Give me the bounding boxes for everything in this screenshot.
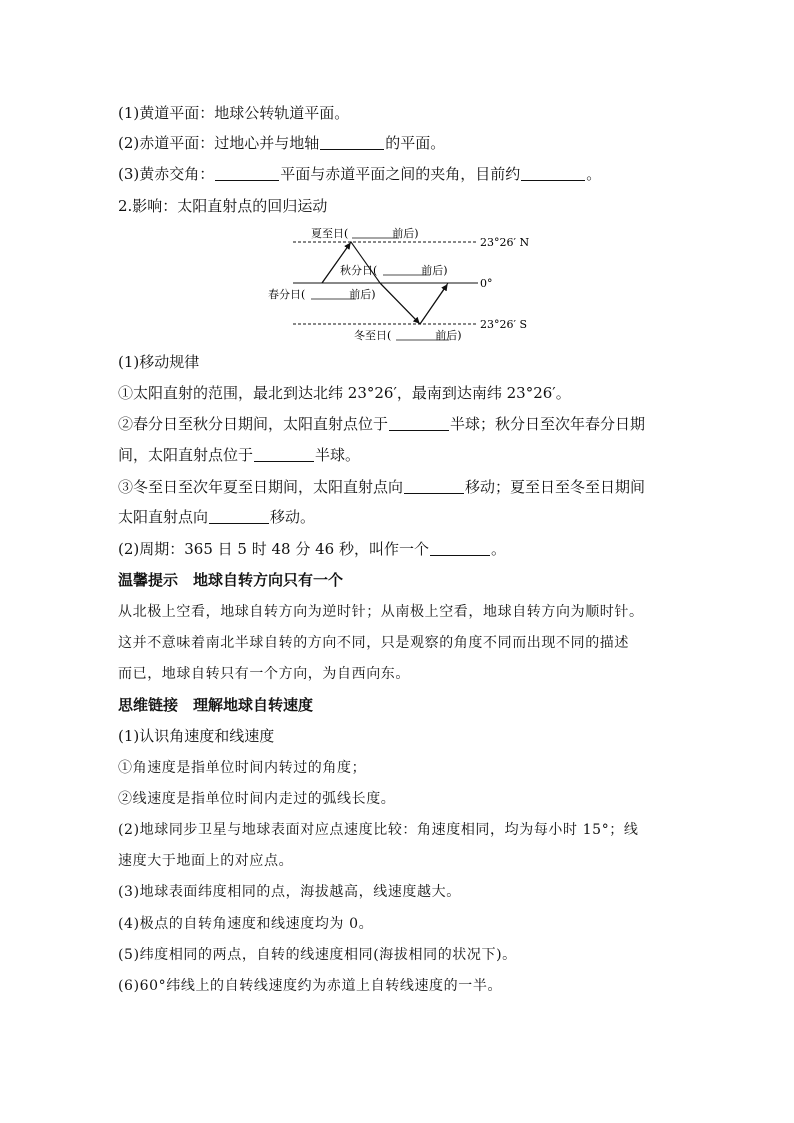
speed-item (118, 758, 366, 778)
direction-statement-1 (118, 477, 645, 497)
text: 的平面。 (385, 134, 446, 152)
text: 而已，地球自转只有一个方向，为自西向东。 (118, 666, 410, 682)
arrow-to-winter (380, 283, 419, 323)
text: (3)地球表面纬度相同的点，海拔越高，线速度越大。 (118, 884, 461, 900)
speed-item (118, 789, 395, 809)
arrow-to-spring (420, 285, 447, 324)
text: 从北极上空看，地球自转方向为逆时针；从南极上空看，地球自转方向为顺时针。 (118, 604, 644, 620)
fill-blank[interactable] (389, 415, 449, 431)
text: (2)赤道平面：过地心并与地轴 (118, 134, 320, 152)
text: 思维链接 理解地球自转速度 (118, 696, 314, 714)
text: 这并不意味着南北半球自转的方向不同，只是观察的角度不同而出现不同的描述 (118, 635, 629, 651)
tip-paragraph-line (118, 664, 410, 684)
thinking-link-heading (118, 695, 313, 715)
text: (1)黄道平面：地球公转轨道平面。 (118, 104, 350, 122)
tip-paragraph-line (118, 602, 644, 622)
speed-item (118, 820, 639, 840)
speed-item (118, 914, 373, 934)
text: 速度大于地面上的对应点。 (118, 853, 294, 869)
text: (4)极点的自转角速度和线速度均为 0。 (118, 916, 374, 932)
text: (1)移动规律 (118, 353, 200, 371)
text: ③冬至日至次年夏至日期间，太阳直射点向 (118, 478, 404, 496)
summer-solstice-label: 夏至日( 前后) (311, 227, 419, 240)
text: 移动；夏至日至冬至日期间 (465, 478, 646, 496)
text: ②线速度是指单位时间内走过的弧线长度。 (118, 791, 396, 807)
movement-rule-heading (118, 352, 199, 372)
text: ①太阳直射的范围，最北到达北纬 23°26′，最南到达南纬 23°26′。 (118, 384, 571, 402)
fill-blank[interactable] (404, 478, 464, 494)
winter-solstice-label: 冬至日( 前后) (354, 329, 462, 342)
text: (2)地球同步卫星与地球表面对应点速度比较：角速度相同，均为每小时 15°；线 (118, 822, 639, 838)
lat-equator-label: 0° (480, 277, 493, 290)
autumn-equinox-label: 秋分日( 前后) (340, 264, 448, 277)
tip-heading (118, 570, 343, 590)
subsolar-point-migration-diagram (0, 0, 794, 360)
text: ①角速度是指单位时间内转过的角度； (118, 760, 367, 776)
text: 平面与赤道平面之间的夹角，目前约 (280, 165, 521, 183)
fill-blank[interactable] (430, 540, 490, 556)
text: 半球；秋分日至次年春分日期 (450, 415, 646, 433)
text: 。 (586, 165, 602, 183)
speed-item (118, 851, 293, 871)
text: 太阳直射点向 (118, 508, 209, 526)
text: (5)纬度相同的两点，自转的线速度相同(海拔相同的状况下)。 (118, 947, 517, 963)
text: (6)60°纬线上的自转线速度约为赤道上自转线速度的一半。 (118, 978, 503, 994)
speed-item (118, 882, 461, 902)
text: ②春分日至秋分日期间，太阳直射点位于 (118, 415, 389, 433)
text: (1)认识角速度和线速度 (118, 727, 275, 745)
hemisphere-statement-2 (118, 445, 360, 465)
fill-blank[interactable] (209, 508, 269, 524)
speed-item (118, 976, 502, 996)
text: 半球。 (315, 446, 361, 464)
fill-blank[interactable] (254, 446, 314, 462)
lat-south-label: 23°26′ S (480, 318, 528, 331)
text: 移动。 (270, 508, 316, 526)
period-statement (118, 539, 506, 559)
speed-item (118, 945, 517, 965)
range-statement (118, 383, 571, 403)
text: (2)周期：365 日 5 时 48 分 46 秒，叫作一个 (118, 540, 429, 558)
direction-statement-2 (118, 507, 315, 527)
text: 间，太阳直射点位于 (118, 446, 254, 464)
spring-equinox-label: 春分日( 前后) (268, 288, 376, 301)
text: 。 (490, 540, 506, 558)
lat-north-label: 23°26′ N (480, 236, 530, 249)
text: 温馨提示 地球自转方向只有一个 (118, 571, 344, 589)
hemisphere-statement-1 (118, 414, 645, 434)
text: (3)黄赤交角： (118, 165, 215, 183)
tip-paragraph-line (118, 633, 629, 653)
speed-item (118, 726, 274, 746)
text: 2.影响：太阳直射点的回归运动 (118, 197, 328, 215)
